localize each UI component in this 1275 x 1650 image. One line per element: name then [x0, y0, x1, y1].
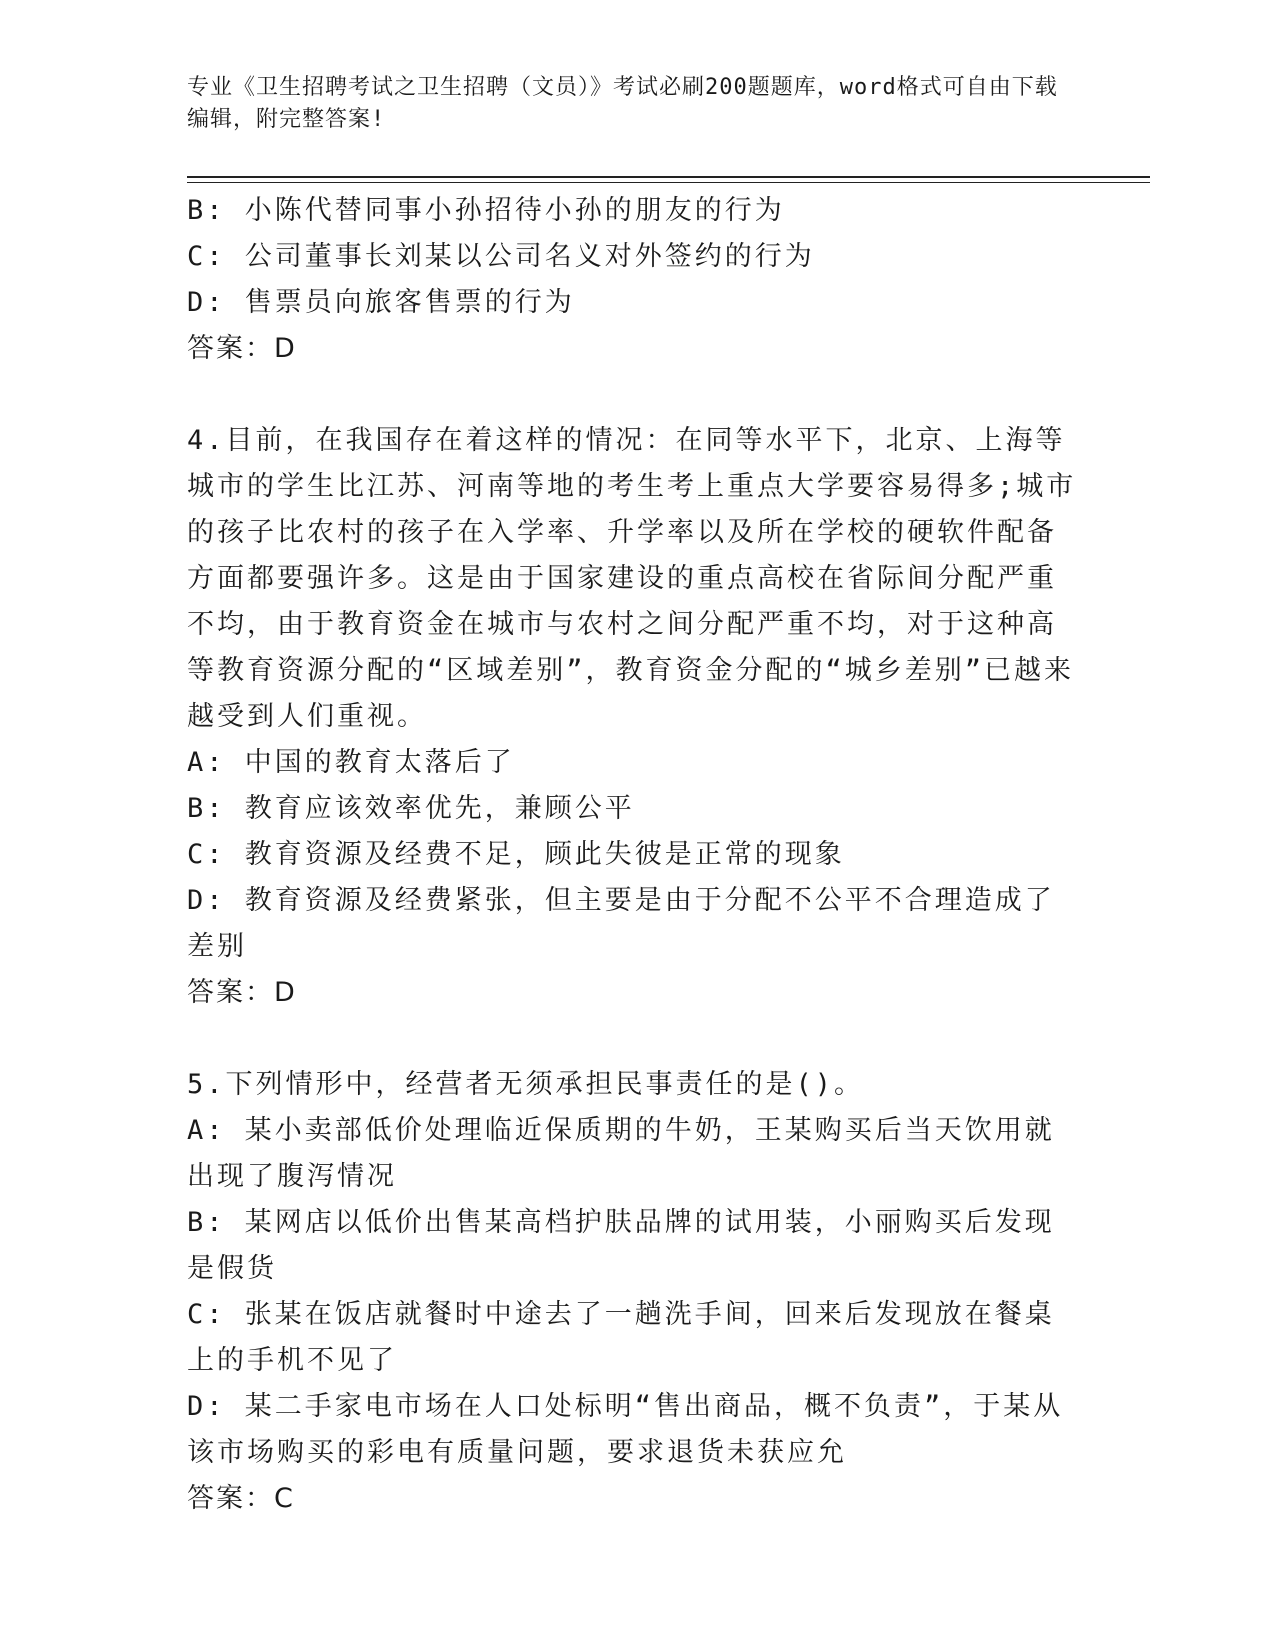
spacer: [187, 1016, 1077, 1062]
question-4: [187, 418, 1077, 1016]
document-header: 专业《卫生招聘考试之卫生招聘（文员）》考试必刷200题题库，word格式可自由下载编辑，附完整答案!: [187, 75, 1058, 132]
q5-stem: 5.下列情形中，经营者无须承担民事责任的是()。: [187, 1069, 865, 1100]
q4-answer: 答案：D: [187, 977, 297, 1008]
question-5: [187, 1062, 1077, 1522]
q3-option-d: D: 售票员向旅客售票的行为: [187, 287, 575, 318]
q3-answer: 答案：D: [187, 333, 297, 364]
q4-option-a: A: 中国的教育太落后了: [187, 747, 515, 778]
q5-option-b: B: 某网店以低价出售某高档护肤品牌的试用装，小丽购买后发现是假货: [187, 1207, 1055, 1284]
document-body: [187, 188, 1077, 1522]
q5-option-c: C: 张某在饭店就餐时中途去了一趟洗手间，回来后发现放在餐桌上的手机不见了: [187, 1299, 1055, 1376]
question-3-tail: [187, 188, 1077, 372]
q4-option-c: C: 教育资源及经费不足，顾此失彼是正常的现象: [187, 839, 845, 870]
q5-option-a: A: 某小卖部低价处理临近保质期的牛奶，王某购买后当天饮用就出现了腹泻情况: [187, 1115, 1055, 1192]
q3-option-c: C: 公司董事长刘某以公司名义对外签约的行为: [187, 241, 815, 272]
q5-option-d: D: 某二手家电市场在人口处标明“售出商品，概不负责”，于某从该市场购买的彩电有质量问题，要求退货未获应允: [187, 1391, 1064, 1468]
header-divider-thin: [187, 182, 1150, 183]
header-divider-thick: [187, 176, 1150, 178]
q4-stem: 4.目前，在我国存在着这样的情况：在同等水平下，北京、上海等城市的学生比江苏、河南等地的考生考上重点大学要容易得多;城市的孩子比农村的孩子在入学率、升学率以及所在学校的硬软件配备方面都要强许多。这是由于国家建设的重点高校在省际间分配严重不均，由于教育资金在城市与农村之间分配严重不均，对于这种高等教育资源分配的“区域差别”，教育资金分配的“城乡差别”已越来越受到人们重视。: [187, 425, 1077, 732]
q4-option-b: B: 教育应该效率优先，兼顾公平: [187, 793, 635, 824]
q5-answer: 答案：C: [187, 1483, 295, 1514]
q3-option-b: B: 小陈代替同事小孙招待小孙的朋友的行为: [187, 195, 785, 226]
q4-option-d: D: 教育资源及经费紧张，但主要是由于分配不公平不合理造成了差别: [187, 885, 1055, 962]
spacer: [187, 372, 1077, 418]
